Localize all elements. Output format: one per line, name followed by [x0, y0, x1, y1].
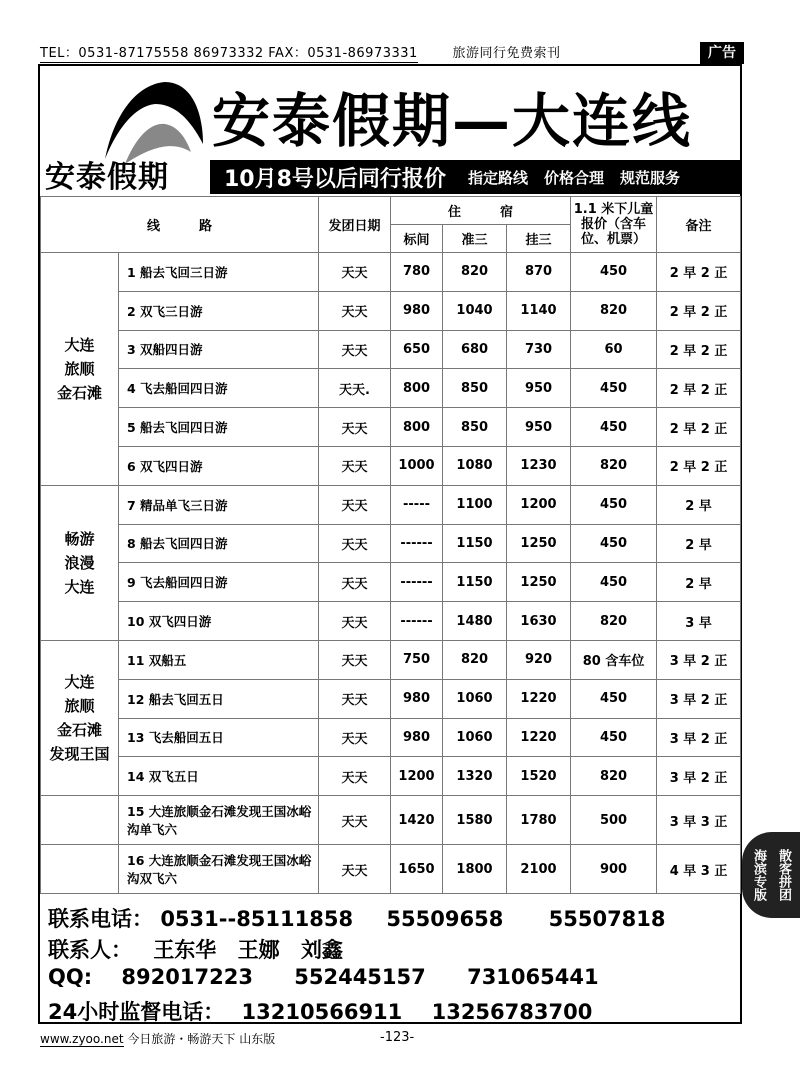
note-cell: 3 早 3 正 — [657, 796, 741, 845]
standard-price-cell: ------ — [391, 524, 443, 563]
side-tab-line1: 散客拼团 — [776, 849, 791, 901]
person-1: 王东华 — [153, 938, 217, 962]
note-cell: 2 早 2 正 — [657, 291, 741, 330]
star3-price-cell: 920 — [507, 640, 571, 679]
header-lodging: 住 宿 — [391, 197, 571, 225]
header-route: 线 路 — [41, 197, 319, 253]
standard-price-cell: 1420 — [391, 796, 443, 845]
route-cell: 12 船去飞回五日 — [119, 679, 319, 718]
monitor-1: 13210566911 — [241, 1000, 403, 1024]
child-price-cell: 820 — [571, 602, 657, 641]
depart-cell: 天天 — [319, 524, 391, 563]
depart-cell: 天天 — [319, 563, 391, 602]
main-title: 安泰假期—大连线 — [212, 87, 693, 155]
table-row — [41, 718, 741, 757]
child-price-cell: 450 — [571, 718, 657, 757]
table-row — [41, 291, 741, 330]
star3-price-cell: 1220 — [507, 679, 571, 718]
note-cell: 3 早 2 正 — [657, 640, 741, 679]
region-cell-empty — [41, 845, 119, 894]
sub3-price-cell: 820 — [443, 253, 507, 292]
route-cell: 7 精品单飞三日游 — [119, 485, 319, 524]
standard-price-cell: 780 — [391, 253, 443, 292]
table-row — [41, 796, 741, 845]
star3-price-cell: 950 — [507, 408, 571, 447]
depart-cell: 天天 — [319, 845, 391, 894]
route-cell: 3 双船四日游 — [119, 330, 319, 369]
note-cell: 3 早 2 正 — [657, 718, 741, 757]
standard-price-cell: 1650 — [391, 845, 443, 894]
child-price-cell: 450 — [571, 524, 657, 563]
region-label: 发现王国 — [49, 745, 110, 764]
banner-tag-route: 指定路线 — [467, 168, 528, 187]
standard-price-cell: 1200 — [391, 757, 443, 796]
note-cell: 4 早 3 正 — [657, 845, 741, 894]
sub3-price-cell: 1060 — [443, 679, 507, 718]
header-depart: 发团日期 — [319, 197, 391, 253]
standard-price-cell: 980 — [391, 291, 443, 330]
standard-price-cell: 800 — [391, 369, 443, 408]
child-price-cell: 60 — [571, 330, 657, 369]
star3-price-cell: 1230 — [507, 446, 571, 485]
depart-cell: 天天 — [319, 718, 391, 757]
contact-qq-line — [48, 965, 599, 989]
route-cell: 5 船去飞回四日游 — [119, 408, 319, 447]
depart-cell: 天天 — [319, 796, 391, 845]
route-cell: 11 双船五 — [119, 640, 319, 679]
free-index-text: 旅游同行免费索刊 — [452, 46, 561, 61]
sub3-price-cell: 1040 — [443, 291, 507, 330]
price-table-body — [41, 253, 741, 894]
ad-badge: 广告 — [700, 42, 744, 64]
star3-price-cell: 2100 — [507, 845, 571, 894]
footer-url[interactable]: www.zyoo.net — [40, 1032, 124, 1046]
page-number: -123- — [380, 1030, 415, 1045]
region-label: 金石滩 — [56, 721, 102, 740]
standard-price-cell: 650 — [391, 330, 443, 369]
top-contact-line — [40, 42, 560, 61]
standard-price-cell: 800 — [391, 408, 443, 447]
qq-2: 552445157 — [294, 965, 426, 989]
standard-price-cell: 980 — [391, 679, 443, 718]
phone-label: 联系电话： — [48, 907, 153, 931]
sub3-price-cell: 1480 — [443, 602, 507, 641]
sub3-price-cell: 1150 — [443, 524, 507, 563]
table-row — [41, 330, 741, 369]
banner-main: 10月8号以后同行报价 — [224, 166, 446, 192]
person-3: 刘鑫 — [300, 938, 343, 962]
route-cell: 13 飞去船回五日 — [119, 718, 319, 757]
sub3-price-cell: 820 — [443, 640, 507, 679]
table-row — [41, 563, 741, 602]
qq-1: 892017223 — [121, 965, 253, 989]
route-cell: 15 大连旅顺金石滩发现王国冰峪沟单飞六 — [119, 796, 319, 845]
table-row — [41, 679, 741, 718]
note-cell: 2 早 — [657, 563, 741, 602]
person-2: 王娜 — [237, 938, 280, 962]
note-cell: 2 早 2 正 — [657, 253, 741, 292]
region-cell — [41, 253, 119, 486]
contact-phone-line — [48, 903, 666, 933]
region-label: 浪漫 — [64, 553, 95, 572]
banner-tag-price: 价格合理 — [543, 168, 604, 187]
depart-cell: 天天 — [319, 253, 391, 292]
child-price-cell: 80 含车位 — [571, 640, 657, 679]
route-cell: 10 双飞四日游 — [119, 602, 319, 641]
region-label: 大连 — [64, 335, 95, 354]
route-cell: 8 船去飞回四日游 — [119, 524, 319, 563]
star3-price-cell: 1220 — [507, 718, 571, 757]
depart-cell: 天天 — [319, 602, 391, 641]
price-banner — [210, 160, 740, 194]
region-cell-empty — [41, 796, 119, 845]
depart-cell: 天天. — [319, 369, 391, 408]
sub3-price-cell: 680 — [443, 330, 507, 369]
contact-monitor-line — [48, 996, 592, 1026]
route-cell: 1 船去飞回三日游 — [119, 253, 319, 292]
child-price-cell: 900 — [571, 845, 657, 894]
header-star3: 挂三 — [507, 225, 571, 253]
standard-price-cell: ------ — [391, 563, 443, 602]
sub3-price-cell: 1320 — [443, 757, 507, 796]
region-label: 大连 — [64, 673, 95, 692]
header-note: 备注 — [657, 197, 741, 253]
table-row — [41, 757, 741, 796]
region-cell — [41, 640, 119, 795]
footer-edition: 山东版 — [239, 1032, 276, 1046]
standard-price-cell: ----- — [391, 485, 443, 524]
region-cell — [41, 485, 119, 640]
side-tab — [742, 832, 800, 918]
tel-fax-text: TEL：0531-87175558 86973332 FAX：0531-86973331 — [40, 46, 418, 61]
depart-cell: 天天 — [319, 330, 391, 369]
sub3-price-cell: 1150 — [443, 563, 507, 602]
star3-price-cell: 1780 — [507, 796, 571, 845]
table-row — [41, 446, 741, 485]
child-price-cell: 820 — [571, 291, 657, 330]
note-cell: 2 早 — [657, 524, 741, 563]
note-cell: 2 早 2 正 — [657, 446, 741, 485]
logo-text: 安泰假期 — [45, 160, 169, 195]
sub3-price-cell: 1100 — [443, 485, 507, 524]
star3-price-cell: 950 — [507, 369, 571, 408]
sub3-price-cell: 1060 — [443, 718, 507, 757]
note-cell: 3 早 2 正 — [657, 757, 741, 796]
header-sub3: 准三 — [443, 225, 507, 253]
banner-tag-service: 规范服务 — [619, 168, 680, 187]
sub3-price-cell: 1580 — [443, 796, 507, 845]
table-row — [41, 602, 741, 641]
route-cell: 14 双飞五日 — [119, 757, 319, 796]
child-price-cell: 820 — [571, 757, 657, 796]
standard-price-cell: 980 — [391, 718, 443, 757]
price-table — [40, 196, 741, 894]
phone-3: 55507818 — [548, 907, 666, 931]
child-price-cell: 500 — [571, 796, 657, 845]
note-cell: 2 早 2 正 — [657, 408, 741, 447]
qq-3: 731065441 — [467, 965, 599, 989]
sub3-price-cell: 1800 — [443, 845, 507, 894]
child-price-cell: 450 — [571, 253, 657, 292]
depart-cell: 天天 — [319, 408, 391, 447]
phone-1: 0531--85111858 — [160, 907, 354, 931]
table-row — [41, 640, 741, 679]
star3-price-cell: 1520 — [507, 757, 571, 796]
route-cell: 4 飞去船回四日游 — [119, 369, 319, 408]
depart-cell: 天天 — [319, 640, 391, 679]
child-price-cell: 450 — [571, 679, 657, 718]
table-row — [41, 369, 741, 408]
table-row — [41, 253, 741, 292]
child-price-cell: 450 — [571, 485, 657, 524]
standard-price-cell: 1000 — [391, 446, 443, 485]
star3-price-cell: 1200 — [507, 485, 571, 524]
qq-label: QQ: — [48, 965, 93, 989]
route-cell: 16 大连旅顺金石滩发现王国冰峪沟双飞六 — [119, 845, 319, 894]
monitor-label: 24小时监督电话： — [48, 1000, 225, 1024]
header-child-price: 1.1 米下儿童报价（含车位、机票） — [571, 197, 657, 253]
contact-person-line — [48, 934, 343, 964]
table-row — [41, 485, 741, 524]
note-cell: 2 早 2 正 — [657, 369, 741, 408]
note-cell: 2 早 — [657, 485, 741, 524]
note-cell: 2 早 2 正 — [657, 330, 741, 369]
depart-cell: 天天 — [319, 446, 391, 485]
depart-cell: 天天 — [319, 291, 391, 330]
depart-cell: 天天 — [319, 679, 391, 718]
region-label: 大连 — [64, 577, 95, 596]
child-price-cell: 820 — [571, 446, 657, 485]
region-label: 旅顺 — [64, 359, 95, 378]
footer-slogan: 今日旅游・畅游天下 — [127, 1032, 236, 1046]
person-label: 联系人： — [48, 938, 132, 962]
monitor-2: 13256783700 — [431, 1000, 593, 1024]
phone-2: 55509658 — [386, 907, 504, 931]
side-tab-line2: 海滨专版 — [751, 849, 766, 901]
header-standard: 标间 — [391, 225, 443, 253]
star3-price-cell: 870 — [507, 253, 571, 292]
route-cell: 6 双飞四日游 — [119, 446, 319, 485]
route-cell: 9 飞去船回四日游 — [119, 563, 319, 602]
note-cell: 3 早 2 正 — [657, 679, 741, 718]
star3-price-cell: 1140 — [507, 291, 571, 330]
child-price-cell: 450 — [571, 408, 657, 447]
region-label: 金石滩 — [56, 383, 102, 402]
standard-price-cell: ------ — [391, 602, 443, 641]
star3-price-cell: 1250 — [507, 524, 571, 563]
star3-price-cell: 730 — [507, 330, 571, 369]
sub3-price-cell: 850 — [443, 369, 507, 408]
depart-cell: 天天 — [319, 757, 391, 796]
table-row — [41, 408, 741, 447]
region-label: 旅顺 — [64, 697, 95, 716]
sub3-price-cell: 1080 — [443, 446, 507, 485]
child-price-cell: 450 — [571, 369, 657, 408]
star3-price-cell: 1630 — [507, 602, 571, 641]
standard-price-cell: 750 — [391, 640, 443, 679]
table-row — [41, 524, 741, 563]
note-cell: 3 早 — [657, 602, 741, 641]
table-row — [41, 845, 741, 894]
region-label: 畅游 — [64, 529, 95, 548]
child-price-cell: 450 — [571, 563, 657, 602]
route-cell: 2 双飞三日游 — [119, 291, 319, 330]
footer — [40, 1030, 275, 1047]
sub3-price-cell: 850 — [443, 408, 507, 447]
star3-price-cell: 1250 — [507, 563, 571, 602]
depart-cell: 天天 — [319, 485, 391, 524]
